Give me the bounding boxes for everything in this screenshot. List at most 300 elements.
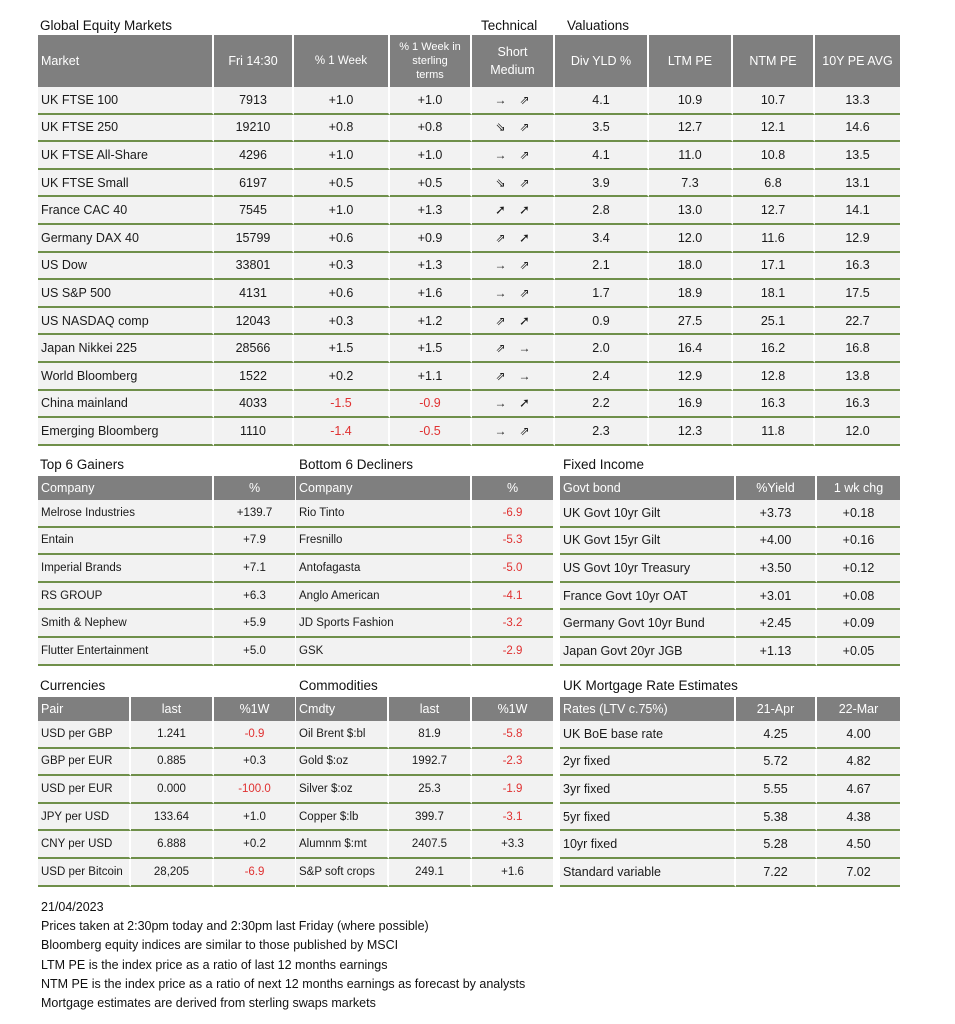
ntm-pe: 6.8 bbox=[733, 170, 815, 198]
equity-row bbox=[38, 253, 900, 281]
technical-indicators bbox=[472, 363, 555, 391]
bond-row bbox=[560, 610, 900, 638]
decliner-row bbox=[296, 583, 553, 611]
fixed-col-yield: %Yield bbox=[736, 476, 817, 500]
mortgage-col-d1: 21-Apr bbox=[736, 697, 817, 721]
trend-short-arrow-icon: → bbox=[494, 396, 507, 411]
market-name: US NASDAQ comp bbox=[38, 308, 214, 336]
commodity-name: Oil Brent $:bl bbox=[296, 721, 389, 749]
currency-row bbox=[38, 804, 295, 832]
market-name: UK FTSE All-Share bbox=[38, 142, 214, 170]
pct-change: +7.9 bbox=[214, 528, 295, 556]
technical-indicators bbox=[472, 115, 555, 143]
market-name: Japan Nikkei 225 bbox=[38, 335, 214, 363]
ltm-pe: 12.0 bbox=[649, 225, 733, 253]
market-price: 1522 bbox=[214, 363, 294, 391]
trend-short-arrow-icon: → bbox=[494, 423, 507, 438]
pe-10y-avg: 13.1 bbox=[815, 170, 900, 198]
mortgage-col-d2: 22-Mar bbox=[817, 697, 900, 721]
bond-name: US Govt 10yr Treasury bbox=[560, 555, 736, 583]
decliners-col-pct: % bbox=[472, 476, 553, 500]
commodity-name: S&P soft crops bbox=[296, 859, 389, 887]
commodity-name: Alumnm $:mt bbox=[296, 831, 389, 859]
market-name: UK FTSE 100 bbox=[38, 87, 214, 115]
commodity-change: +1.6 bbox=[472, 859, 553, 887]
valuations-title: Valuations bbox=[567, 18, 630, 33]
div-yield: 3.5 bbox=[555, 115, 649, 143]
market-price: 1110 bbox=[214, 418, 294, 446]
week-change-sterling: +0.8 bbox=[390, 115, 472, 143]
col-10y-pe-avg: 10Y PE AVG bbox=[815, 35, 900, 87]
div-yield: 2.2 bbox=[555, 391, 649, 419]
div-yield: 2.1 bbox=[555, 253, 649, 281]
mortgage-row bbox=[560, 804, 900, 832]
mortgage-type: 5yr fixed bbox=[560, 804, 736, 832]
equity-row bbox=[38, 197, 900, 225]
col-week-sterling-line1: % 1 Week in bbox=[399, 41, 461, 53]
bond-yield: +4.00 bbox=[736, 528, 817, 556]
market-price: 19210 bbox=[214, 115, 294, 143]
week-change: -1.5 bbox=[294, 391, 390, 419]
ntm-pe: 17.1 bbox=[733, 253, 815, 281]
mortgage-type: Standard variable bbox=[560, 859, 736, 887]
commodity-last: 399.7 bbox=[389, 804, 472, 832]
col-technical-medium: Medium bbox=[490, 63, 535, 77]
trend-short-arrow-icon: → bbox=[494, 92, 507, 107]
div-yield: 0.9 bbox=[555, 308, 649, 336]
commodity-change: -2.3 bbox=[472, 749, 553, 777]
trend-medium-arrow-icon: → bbox=[518, 368, 531, 383]
pe-10y-avg: 12.9 bbox=[815, 225, 900, 253]
rate-previous: 4.50 bbox=[817, 831, 900, 859]
commodity-name: Copper $:lb bbox=[296, 804, 389, 832]
rate-current: 5.72 bbox=[736, 749, 817, 777]
commodity-last: 249.1 bbox=[389, 859, 472, 887]
mortgage-row bbox=[560, 749, 900, 777]
mortgage-type: 2yr fixed bbox=[560, 749, 736, 777]
ntm-pe: 10.7 bbox=[733, 87, 815, 115]
div-yield: 2.8 bbox=[555, 197, 649, 225]
equity-header-row bbox=[38, 35, 900, 87]
bond-name: UK Govt 10yr Gilt bbox=[560, 500, 736, 528]
equity-row bbox=[38, 363, 900, 391]
company-name: Entain bbox=[38, 528, 214, 556]
week-change: +1.0 bbox=[294, 142, 390, 170]
div-yield: 3.9 bbox=[555, 170, 649, 198]
bond-name: UK Govt 15yr Gilt bbox=[560, 528, 736, 556]
technical-indicators bbox=[472, 225, 555, 253]
commodity-row bbox=[296, 749, 553, 777]
company-name: Antofagasta bbox=[296, 555, 472, 583]
commodities-header-row bbox=[296, 697, 553, 721]
commodity-row bbox=[296, 776, 553, 804]
week-change: +1.0 bbox=[294, 197, 390, 225]
pct-change: -4.1 bbox=[472, 583, 553, 611]
rate-previous: 7.02 bbox=[817, 859, 900, 887]
mortgage-row bbox=[560, 831, 900, 859]
ntm-pe: 10.8 bbox=[733, 142, 815, 170]
fx-change: +0.2 bbox=[214, 831, 295, 859]
col-week-sterling-line3: terms bbox=[416, 69, 444, 81]
trend-medium-arrow-icon: ⇗ bbox=[519, 175, 530, 190]
market-price: 33801 bbox=[214, 253, 294, 281]
market-name: France CAC 40 bbox=[38, 197, 214, 225]
company-name: Anglo American bbox=[296, 583, 472, 611]
trend-medium-arrow-icon: ➚ bbox=[519, 312, 530, 328]
col-week-sterling-line2: sterling bbox=[412, 55, 448, 67]
company-name: GSK bbox=[296, 638, 472, 666]
ltm-pe: 18.0 bbox=[649, 253, 733, 281]
ntm-pe: 16.3 bbox=[733, 391, 815, 419]
fx-change: +1.0 bbox=[214, 804, 295, 832]
mortgage-type: 3yr fixed bbox=[560, 776, 736, 804]
mortgage-type: UK BoE base rate bbox=[560, 721, 736, 749]
fx-change: +0.3 bbox=[214, 749, 295, 777]
trend-medium-arrow-icon: → bbox=[518, 341, 531, 356]
trend-short-arrow-icon: → bbox=[494, 258, 507, 273]
pe-10y-avg: 13.8 bbox=[815, 363, 900, 391]
equity-row bbox=[38, 142, 900, 170]
rate-current: 7.22 bbox=[736, 859, 817, 887]
bond-yield: +2.45 bbox=[736, 610, 817, 638]
commodities-table bbox=[296, 697, 553, 887]
week-change: +1.5 bbox=[294, 335, 390, 363]
ltm-pe: 18.9 bbox=[649, 280, 733, 308]
currency-pair: USD per GBP bbox=[38, 721, 131, 749]
commodity-name: Silver $:oz bbox=[296, 776, 389, 804]
col-ltm-pe: LTM PE bbox=[649, 35, 733, 87]
equity-row bbox=[38, 170, 900, 198]
fx-last: 1.241 bbox=[131, 721, 214, 749]
week-change: +0.8 bbox=[294, 115, 390, 143]
mortgage-row bbox=[560, 859, 900, 887]
technical-indicators bbox=[472, 280, 555, 308]
fixed-income-table bbox=[560, 476, 900, 666]
week-change-sterling: +0.9 bbox=[390, 225, 472, 253]
fx-last: 28,205 bbox=[131, 859, 214, 887]
week-change-sterling: +1.1 bbox=[390, 363, 472, 391]
ltm-pe: 7.3 bbox=[649, 170, 733, 198]
trend-short-arrow-icon: → bbox=[494, 285, 507, 300]
pct-change: +5.0 bbox=[214, 638, 295, 666]
fx-last: 6.888 bbox=[131, 831, 214, 859]
decliner-row bbox=[296, 555, 553, 583]
currency-row bbox=[38, 721, 295, 749]
bond-name: Germany Govt 10yr Bund bbox=[560, 610, 736, 638]
rate-previous: 4.82 bbox=[817, 749, 900, 777]
week-change-sterling: +1.3 bbox=[390, 197, 472, 225]
fx-last: 133.64 bbox=[131, 804, 214, 832]
yield-change: +0.16 bbox=[817, 528, 900, 556]
bond-row bbox=[560, 500, 900, 528]
yield-change: +0.12 bbox=[817, 555, 900, 583]
bond-row bbox=[560, 555, 900, 583]
week-change: +0.3 bbox=[294, 308, 390, 336]
ltm-pe: 12.9 bbox=[649, 363, 733, 391]
yield-change: +0.05 bbox=[817, 638, 900, 666]
gainer-row bbox=[38, 528, 295, 556]
week-change-sterling: -0.9 bbox=[390, 391, 472, 419]
commodity-change: -5.8 bbox=[472, 721, 553, 749]
fixed-income-header-row bbox=[560, 476, 900, 500]
market-price: 4296 bbox=[214, 142, 294, 170]
top-gainers-table bbox=[38, 476, 295, 666]
equity-row bbox=[38, 391, 900, 419]
bond-name: Japan Govt 20yr JGB bbox=[560, 638, 736, 666]
gainers-col-company: Company bbox=[38, 476, 214, 500]
fx-last: 0.885 bbox=[131, 749, 214, 777]
fixed-col-chg: 1 wk chg bbox=[817, 476, 900, 500]
footnote-line: LTM PE is the index price as a ratio of last 12 months earnings bbox=[41, 957, 388, 972]
commodity-last: 2407.5 bbox=[389, 831, 472, 859]
trend-medium-arrow-icon: ➚ bbox=[519, 229, 530, 245]
trend-short-arrow-icon: ⇘ bbox=[495, 175, 506, 190]
decliner-row bbox=[296, 638, 553, 666]
commodities-title: Commodities bbox=[299, 678, 378, 693]
gainers-header-row bbox=[38, 476, 295, 500]
week-change-sterling: +1.2 bbox=[390, 308, 472, 336]
footnote-line: NTM PE is the index price as a ratio of next 12 months earnings as forecast by analysts bbox=[41, 976, 526, 991]
bond-row bbox=[560, 638, 900, 666]
global-equity-table bbox=[38, 35, 900, 446]
currency-row bbox=[38, 859, 295, 887]
pct-change: +7.1 bbox=[214, 555, 295, 583]
currency-pair: USD per Bitcoin bbox=[38, 859, 131, 887]
commodity-row bbox=[296, 721, 553, 749]
week-change: +0.6 bbox=[294, 225, 390, 253]
mortgage-title: UK Mortgage Rate Estimates bbox=[563, 678, 738, 693]
technical-indicators bbox=[472, 308, 555, 336]
div-yield: 3.4 bbox=[555, 225, 649, 253]
ltm-pe: 12.7 bbox=[649, 115, 733, 143]
mortgage-col-rate: Rates (LTV c.75%) bbox=[560, 697, 736, 721]
commodity-name: Gold $:oz bbox=[296, 749, 389, 777]
ntm-pe: 12.1 bbox=[733, 115, 815, 143]
div-yield: 1.7 bbox=[555, 280, 649, 308]
footnotes bbox=[41, 898, 525, 1013]
market-price: 7545 bbox=[214, 197, 294, 225]
bond-name: France Govt 10yr OAT bbox=[560, 583, 736, 611]
trend-medium-arrow-icon: ⇗ bbox=[519, 258, 530, 273]
market-price: 4033 bbox=[214, 391, 294, 419]
gainer-row bbox=[38, 555, 295, 583]
pct-change: +139.7 bbox=[214, 500, 295, 528]
technical-indicators bbox=[472, 391, 555, 419]
market-price: 7913 bbox=[214, 87, 294, 115]
rate-previous: 4.38 bbox=[817, 804, 900, 832]
col-ntm-pe: NTM PE bbox=[733, 35, 815, 87]
equity-row bbox=[38, 280, 900, 308]
company-name: Melrose Industries bbox=[38, 500, 214, 528]
col-market: Market bbox=[38, 35, 214, 87]
decliners-col-company: Company bbox=[296, 476, 472, 500]
company-name: RS GROUP bbox=[38, 583, 214, 611]
commodity-change: -3.1 bbox=[472, 804, 553, 832]
trend-short-arrow-icon: ⇗ bbox=[495, 313, 506, 328]
week-change-sterling: +0.5 bbox=[390, 170, 472, 198]
ltm-pe: 11.0 bbox=[649, 142, 733, 170]
ltm-pe: 10.9 bbox=[649, 87, 733, 115]
technical-indicators bbox=[472, 170, 555, 198]
trend-medium-arrow-icon: ➚ bbox=[519, 395, 530, 411]
market-name: Emerging Bloomberg bbox=[38, 418, 214, 446]
week-change: +0.3 bbox=[294, 253, 390, 281]
technical-indicators bbox=[472, 253, 555, 281]
report-date: 21/04/2023 bbox=[41, 900, 104, 914]
decliners-header-row bbox=[296, 476, 553, 500]
mortgage-row bbox=[560, 776, 900, 804]
company-name: JD Sports Fashion bbox=[296, 610, 472, 638]
company-name: Flutter Entertainment bbox=[38, 638, 214, 666]
global-equity-title: Global Equity Markets bbox=[40, 18, 173, 33]
commodity-change: +3.3 bbox=[472, 831, 553, 859]
pct-change: +5.9 bbox=[214, 610, 295, 638]
fixed-income-title: Fixed Income bbox=[563, 457, 645, 472]
commodity-last: 25.3 bbox=[389, 776, 472, 804]
company-name: Smith & Nephew bbox=[38, 610, 214, 638]
equity-row bbox=[38, 308, 900, 336]
market-name: Germany DAX 40 bbox=[38, 225, 214, 253]
pct-change: +6.3 bbox=[214, 583, 295, 611]
currencies-col-pair: Pair bbox=[38, 697, 131, 721]
market-price: 6197 bbox=[214, 170, 294, 198]
week-change-sterling: +1.0 bbox=[390, 142, 472, 170]
week-change: +0.6 bbox=[294, 280, 390, 308]
week-change-sterling: +1.5 bbox=[390, 335, 472, 363]
currency-row bbox=[38, 831, 295, 859]
mortgage-type: 10yr fixed bbox=[560, 831, 736, 859]
yield-change: +0.18 bbox=[817, 500, 900, 528]
trend-medium-arrow-icon: ⇗ bbox=[519, 285, 530, 300]
ntm-pe: 25.1 bbox=[733, 308, 815, 336]
technical-indicators bbox=[472, 142, 555, 170]
gainers-title: Top 6 Gainers bbox=[40, 457, 125, 472]
mortgage-header-row bbox=[560, 697, 900, 721]
pct-change: -6.9 bbox=[472, 500, 553, 528]
pe-10y-avg: 16.8 bbox=[815, 335, 900, 363]
currencies-header-row bbox=[38, 697, 295, 721]
trend-medium-arrow-icon: ⇗ bbox=[519, 147, 530, 162]
equity-row bbox=[38, 418, 900, 446]
week-change-sterling: +1.0 bbox=[390, 87, 472, 115]
decliner-row bbox=[296, 610, 553, 638]
ntm-pe: 18.1 bbox=[733, 280, 815, 308]
trend-short-arrow-icon: → bbox=[494, 147, 507, 162]
div-yield: 2.0 bbox=[555, 335, 649, 363]
bond-row bbox=[560, 583, 900, 611]
mortgage-table bbox=[560, 697, 900, 887]
col-technical-short: Short bbox=[497, 45, 528, 59]
market-name: UK FTSE 250 bbox=[38, 115, 214, 143]
bond-yield: +3.01 bbox=[736, 583, 817, 611]
decliner-row bbox=[296, 528, 553, 556]
commodities-col-chg: %1W bbox=[472, 697, 553, 721]
fx-last: 0.000 bbox=[131, 776, 214, 804]
footnote-line: Mortgage estimates are derived from sterling swaps markets bbox=[41, 996, 376, 1011]
rate-current: 5.55 bbox=[736, 776, 817, 804]
market-name: China mainland bbox=[38, 391, 214, 419]
trend-short-arrow-icon: ⇗ bbox=[495, 368, 506, 383]
equity-row bbox=[38, 115, 900, 143]
yield-change: +0.09 bbox=[817, 610, 900, 638]
currency-pair: USD per EUR bbox=[38, 776, 131, 804]
market-name: US Dow bbox=[38, 253, 214, 281]
mortgage-row bbox=[560, 721, 900, 749]
ltm-pe: 12.3 bbox=[649, 418, 733, 446]
ltm-pe: 27.5 bbox=[649, 308, 733, 336]
div-yield: 2.4 bbox=[555, 363, 649, 391]
week-change-sterling: +1.6 bbox=[390, 280, 472, 308]
rate-current: 5.38 bbox=[736, 804, 817, 832]
pe-10y-avg: 14.1 bbox=[815, 197, 900, 225]
yield-change: +0.08 bbox=[817, 583, 900, 611]
market-name: US S&P 500 bbox=[38, 280, 214, 308]
pct-change: -5.3 bbox=[472, 528, 553, 556]
ntm-pe: 12.7 bbox=[733, 197, 815, 225]
div-yield: 2.3 bbox=[555, 418, 649, 446]
gainer-row bbox=[38, 500, 295, 528]
week-change: -1.4 bbox=[294, 418, 390, 446]
market-price: 12043 bbox=[214, 308, 294, 336]
currency-row bbox=[38, 776, 295, 804]
trend-short-arrow-icon: ⇗ bbox=[495, 341, 506, 356]
rate-previous: 4.67 bbox=[817, 776, 900, 804]
bond-row bbox=[560, 528, 900, 556]
pe-10y-avg: 14.6 bbox=[815, 115, 900, 143]
div-yield: 4.1 bbox=[555, 87, 649, 115]
commodity-row bbox=[296, 804, 553, 832]
pe-10y-avg: 22.7 bbox=[815, 308, 900, 336]
trend-medium-arrow-icon: ⇗ bbox=[519, 92, 530, 107]
market-price: 28566 bbox=[214, 335, 294, 363]
ntm-pe: 12.8 bbox=[733, 363, 815, 391]
gainer-row bbox=[38, 583, 295, 611]
col-week: % 1 Week bbox=[294, 35, 390, 87]
technical-title: Technical bbox=[481, 18, 538, 33]
bond-yield: +1.13 bbox=[736, 638, 817, 666]
fixed-col-bond: Govt bond bbox=[560, 476, 736, 500]
technical-indicators bbox=[472, 87, 555, 115]
technical-indicators bbox=[472, 197, 555, 225]
market-name: World Bloomberg bbox=[38, 363, 214, 391]
pe-10y-avg: 13.3 bbox=[815, 87, 900, 115]
footnote-line: Bloomberg equity indices are similar to those published by MSCI bbox=[41, 938, 399, 953]
market-price: 15799 bbox=[214, 225, 294, 253]
bottom-decliners-table bbox=[296, 476, 553, 666]
market-price: 4131 bbox=[214, 280, 294, 308]
ltm-pe: 16.9 bbox=[649, 391, 733, 419]
currency-pair: JPY per USD bbox=[38, 804, 131, 832]
week-change: +0.2 bbox=[294, 363, 390, 391]
pe-10y-avg: 16.3 bbox=[815, 253, 900, 281]
decliner-row bbox=[296, 500, 553, 528]
div-yield: 4.1 bbox=[555, 142, 649, 170]
commodities-col-last: last bbox=[389, 697, 472, 721]
col-week-sterling bbox=[390, 35, 472, 87]
col-div-yield: Div YLD % bbox=[555, 35, 649, 87]
currencies-table bbox=[38, 697, 295, 887]
fx-change: -0.9 bbox=[214, 721, 295, 749]
week-change-sterling: +1.3 bbox=[390, 253, 472, 281]
col-time: Fri 14:30 bbox=[214, 35, 294, 87]
gainer-row bbox=[38, 610, 295, 638]
pe-10y-avg: 13.5 bbox=[815, 142, 900, 170]
trend-medium-arrow-icon: ⇗ bbox=[519, 120, 530, 135]
pct-change: -3.2 bbox=[472, 610, 553, 638]
decliners-title: Bottom 6 Decliners bbox=[299, 457, 414, 472]
pct-change: -2.9 bbox=[472, 638, 553, 666]
commodity-row bbox=[296, 831, 553, 859]
